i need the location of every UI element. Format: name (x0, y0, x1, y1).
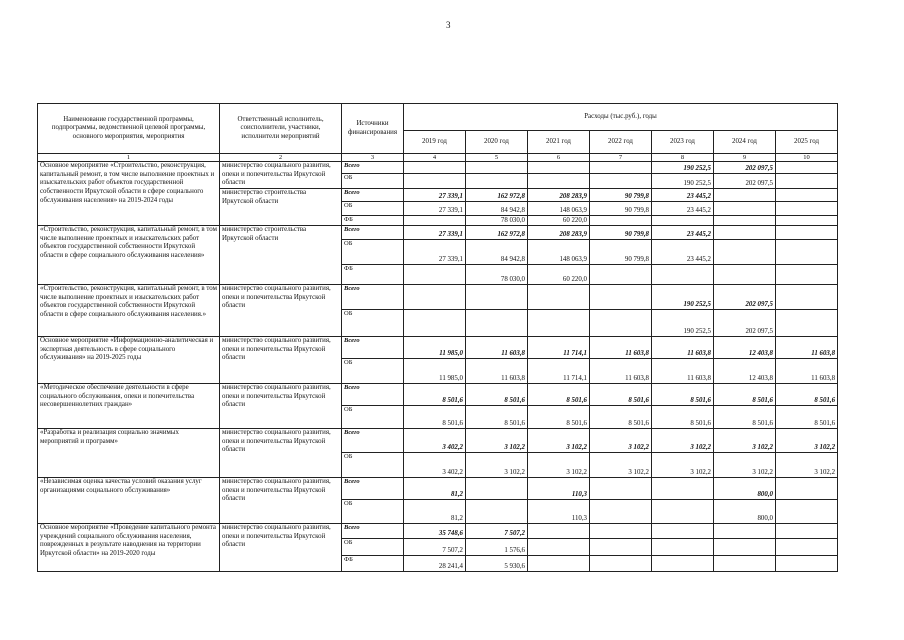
value-cell: 110,3 (528, 478, 590, 500)
program-name-cell: «Методическое обеспечение деятельности в сфере социального обслуживания, опеки и попечительства несовершеннолетних граждан» (38, 384, 220, 429)
value-cell: 8 501,6 (776, 384, 838, 406)
value-cell: 90 799,8 (590, 226, 652, 240)
value-cell: 3 102,2 (776, 453, 838, 478)
executor-cell: министерство социального развития, опеки и попечительства Иркутской области (220, 285, 342, 337)
source-cell: ОБ (342, 359, 404, 384)
value-cell (776, 202, 838, 216)
source-cell: Всего (342, 478, 404, 500)
value-cell (404, 174, 466, 189)
value-cell (776, 216, 838, 226)
value-cell: 28 241,4 (404, 556, 466, 572)
value-cell (466, 174, 528, 189)
value-cell: 60 220,0 (528, 216, 590, 226)
value-cell: 8 501,6 (652, 406, 714, 429)
value-cell: 3 102,2 (652, 453, 714, 478)
value-cell: 8 501,6 (404, 384, 466, 406)
value-cell: 3 102,2 (776, 429, 838, 453)
value-cell: 3 102,2 (714, 453, 776, 478)
source-cell: ОБ (342, 453, 404, 478)
value-cell: 148 063,9 (528, 240, 590, 265)
value-cell: 27 339,1 (404, 226, 466, 240)
value-cell (714, 226, 776, 240)
value-cell: 190 252,5 (652, 310, 714, 337)
source-cell: Всего (342, 524, 404, 539)
program-name-cell: Основное мероприятие «Проведение капитального ремонта учреждений социального обслуживания населения, поврежденных в результате наводнения на территории Иркутской области» на 2019-2020 годы (38, 524, 220, 572)
value-cell: 23 445,2 (652, 240, 714, 265)
program-name-cell: Основное мероприятие «Информационно-аналитическая и экспертная деятельность в сфере социального обслуживания» на 2019-2025 годы (38, 337, 220, 384)
value-cell: 11 603,8 (652, 359, 714, 384)
value-cell (590, 162, 652, 174)
value-cell (528, 556, 590, 572)
value-cell (466, 162, 528, 174)
value-cell: 35 748,6 (404, 524, 466, 539)
value-cell (776, 240, 838, 265)
value-cell: 8 501,6 (590, 406, 652, 429)
source-cell: Всего (342, 429, 404, 453)
source-cell: Всего (342, 285, 404, 310)
value-cell (652, 556, 714, 572)
expenses-table (37, 103, 838, 572)
value-cell: 11 603,8 (590, 337, 652, 359)
value-cell: 90 799,8 (590, 189, 652, 202)
value-cell: 202 097,5 (714, 310, 776, 337)
value-cell (652, 500, 714, 524)
value-cell (404, 265, 466, 285)
column-index: 2 (220, 154, 342, 162)
value-cell (528, 310, 590, 337)
value-cell (528, 174, 590, 189)
value-cell (776, 162, 838, 174)
table-row (38, 226, 838, 240)
executor-cell: министерство строительства Иркутской области (220, 189, 342, 226)
value-cell: 12 403,8 (714, 337, 776, 359)
value-cell: 8 501,6 (528, 384, 590, 406)
header-executor: Ответственный исполнитель, соисполнители, участники, исполнители мероприятий (220, 104, 342, 154)
value-cell (590, 556, 652, 572)
column-index: 8 (652, 154, 714, 162)
value-cell (528, 162, 590, 174)
value-cell: 90 799,8 (590, 202, 652, 216)
value-cell: 162 972,8 (466, 189, 528, 202)
value-cell: 8 501,6 (528, 406, 590, 429)
value-cell: 148 063,9 (528, 202, 590, 216)
value-cell: 8 501,6 (404, 406, 466, 429)
value-cell (776, 174, 838, 189)
value-cell: 27 339,1 (404, 202, 466, 216)
value-cell (776, 189, 838, 202)
program-name-cell: «Разработка и реализация социально значимых мероприятий и программ» (38, 429, 220, 478)
value-cell: 8 501,6 (466, 384, 528, 406)
value-cell: 7 507,2 (466, 524, 528, 539)
value-cell (776, 478, 838, 500)
value-cell (776, 226, 838, 240)
source-cell: ФБ (342, 556, 404, 572)
value-cell: 800,0 (714, 478, 776, 500)
source-cell: Всего (342, 162, 404, 174)
header-year: 2021 год (528, 131, 590, 154)
value-cell: 27 339,1 (404, 189, 466, 202)
value-cell: 11 603,8 (776, 359, 838, 384)
value-cell: 60 220,0 (528, 265, 590, 285)
value-cell: 81,2 (404, 478, 466, 500)
value-cell: 202 097,5 (714, 174, 776, 189)
source-cell: ОБ (342, 500, 404, 524)
value-cell (590, 285, 652, 310)
value-cell: 8 501,6 (590, 384, 652, 406)
value-cell (714, 202, 776, 216)
column-index: 9 (714, 154, 776, 162)
value-cell: 3 102,2 (466, 453, 528, 478)
value-cell: 11 603,8 (776, 337, 838, 359)
source-cell: ОБ (342, 406, 404, 429)
source-cell: Всего (342, 384, 404, 406)
header-year: 2025 год (776, 131, 838, 154)
value-cell (528, 285, 590, 310)
value-cell: 162 972,8 (466, 226, 528, 240)
value-cell: 3 102,2 (590, 453, 652, 478)
source-cell: Всего (342, 226, 404, 240)
value-cell: 8 501,6 (714, 406, 776, 429)
header-year: 2023 год (652, 131, 714, 154)
value-cell (652, 524, 714, 539)
value-cell (714, 524, 776, 539)
value-cell (652, 539, 714, 556)
value-cell (590, 216, 652, 226)
table-row (38, 429, 838, 453)
header-year: 2020 год (466, 131, 528, 154)
value-cell: 11 985,0 (404, 337, 466, 359)
value-cell (590, 478, 652, 500)
column-index: 1 (38, 154, 220, 162)
source-cell: ФБ (342, 216, 404, 226)
value-cell: 202 097,5 (714, 285, 776, 310)
value-cell: 3 402,2 (404, 429, 466, 453)
value-cell: 8 501,6 (776, 406, 838, 429)
executor-cell: министерство строительства Иркутской области (220, 226, 342, 285)
value-cell (714, 189, 776, 202)
value-cell (466, 310, 528, 337)
value-cell: 27 339,1 (404, 240, 466, 265)
value-cell (652, 478, 714, 500)
value-cell (466, 478, 528, 500)
source-cell: Всего (342, 189, 404, 202)
value-cell (590, 539, 652, 556)
value-cell: 78 030,0 (466, 265, 528, 285)
table-row (38, 478, 838, 500)
value-cell: 3 102,2 (590, 429, 652, 453)
value-cell: 208 283,9 (528, 226, 590, 240)
value-cell: 7 507,2 (404, 539, 466, 556)
column-index: 10 (776, 154, 838, 162)
column-index: 4 (404, 154, 466, 162)
value-cell: 3 102,2 (652, 429, 714, 453)
value-cell (714, 539, 776, 556)
value-cell (776, 539, 838, 556)
table-body (38, 162, 838, 572)
value-cell: 208 283,9 (528, 189, 590, 202)
value-cell: 202 097,5 (714, 162, 776, 174)
program-name-cell: «Строительство, реконструкция, капитальный ремонт, в том числе выполнение проектных и изыскательских работ объектов государственной собственности Иркутской области в сфере социального обслуживания населения.» (38, 285, 220, 337)
value-cell (714, 556, 776, 572)
value-cell (466, 285, 528, 310)
value-cell: 11 714,1 (528, 337, 590, 359)
value-cell (776, 524, 838, 539)
value-cell (404, 310, 466, 337)
executor-cell: министерство социального развития, опеки и попечительства Иркутской области (220, 429, 342, 478)
page-number: 3 (446, 20, 451, 30)
value-cell (590, 174, 652, 189)
value-cell: 190 252,5 (652, 162, 714, 174)
value-cell (714, 240, 776, 265)
header-sources: Источники финансирования (342, 104, 404, 154)
value-cell: 3 102,2 (528, 429, 590, 453)
value-cell: 110,3 (528, 500, 590, 524)
value-cell: 11 603,8 (652, 337, 714, 359)
value-cell: 23 445,2 (652, 202, 714, 216)
column-index: 5 (466, 154, 528, 162)
source-cell: ОБ (342, 539, 404, 556)
program-name-cell: «Независимая оценка качества условий оказания услуг организациями социального обслуживания» (38, 478, 220, 524)
value-cell: 8 501,6 (652, 384, 714, 406)
value-cell (776, 265, 838, 285)
source-cell: ОБ (342, 240, 404, 265)
table-row (38, 162, 838, 174)
value-cell: 12 403,8 (714, 359, 776, 384)
column-index: 6 (528, 154, 590, 162)
value-cell: 81,2 (404, 500, 466, 524)
value-cell (404, 285, 466, 310)
table-row (38, 384, 838, 406)
source-cell: ОБ (342, 174, 404, 189)
value-cell: 190 252,5 (652, 285, 714, 310)
value-cell (590, 310, 652, 337)
header-year: 2024 год (714, 131, 776, 154)
executor-cell: министерство социального развития, опеки и попечительства Иркутской области (220, 524, 342, 572)
value-cell: 11 603,8 (466, 337, 528, 359)
value-cell (590, 524, 652, 539)
program-name-cell: «Строительство, реконструкция, капитальный ремонт, в том числе выполнение проектных и изыскательских работ объектов государственной собственности Иркутской области в сфере социального обслуживания населения» (38, 226, 220, 285)
value-cell (528, 524, 590, 539)
table-row (38, 337, 838, 359)
value-cell: 84 942,8 (466, 240, 528, 265)
executor-cell: министерство социального развития, опеки и попечительства Иркутской области (220, 162, 342, 189)
value-cell (652, 216, 714, 226)
column-index: 7 (590, 154, 652, 162)
value-cell: 1 576,6 (466, 539, 528, 556)
value-cell (466, 500, 528, 524)
executor-cell: министерство социального развития, опеки и попечительства Иркутской области (220, 337, 342, 384)
value-cell (590, 265, 652, 285)
table-row (38, 285, 838, 310)
value-cell (776, 500, 838, 524)
value-cell: 800,0 (714, 500, 776, 524)
program-name-cell: Основное мероприятие «Строительство, реконструкция, капитальный ремонт, в том числе выполнение проектных и изыскательских работ объектов государственной собственности Иркутской области в сфере социального обслуживания населения» на 2019-2024 годы (38, 162, 220, 226)
table-row (38, 524, 838, 539)
value-cell: 5 930,6 (466, 556, 528, 572)
executor-cell: министерство социального развития, опеки и попечительства Иркутской области (220, 478, 342, 524)
value-cell: 11 603,8 (590, 359, 652, 384)
value-cell: 11 714,1 (528, 359, 590, 384)
value-cell: 3 402,2 (404, 453, 466, 478)
source-cell: ОБ (342, 202, 404, 216)
value-cell: 11 985,0 (404, 359, 466, 384)
value-cell (404, 216, 466, 226)
header-program: Наименование государственной программы, подпрограммы, ведомственной целевой программы, основного мероприятия, мероприятия (38, 104, 220, 154)
source-cell: ФБ (342, 265, 404, 285)
executor-cell: министерство социального развития, опеки и попечительства Иркутской области (220, 384, 342, 429)
value-cell (714, 265, 776, 285)
value-cell (652, 265, 714, 285)
value-cell: 190 252,5 (652, 174, 714, 189)
source-cell: ОБ (342, 310, 404, 337)
value-cell (776, 285, 838, 310)
value-cell (528, 539, 590, 556)
value-cell (714, 216, 776, 226)
header-year: 2019 год (404, 131, 466, 154)
value-cell: 11 603,8 (466, 359, 528, 384)
value-cell: 23 445,2 (652, 226, 714, 240)
value-cell (776, 310, 838, 337)
value-cell: 3 102,2 (528, 453, 590, 478)
value-cell: 8 501,6 (714, 384, 776, 406)
value-cell (590, 500, 652, 524)
value-cell: 23 445,2 (652, 189, 714, 202)
header-expenses: Расходы (тыс.руб.), годы (404, 104, 838, 131)
value-cell: 3 102,2 (466, 429, 528, 453)
value-cell (776, 556, 838, 572)
value-cell: 8 501,6 (466, 406, 528, 429)
column-index: 3 (342, 154, 404, 162)
value-cell (404, 162, 466, 174)
header-year: 2022 год (590, 131, 652, 154)
value-cell: 3 102,2 (714, 429, 776, 453)
value-cell: 84 942,8 (466, 202, 528, 216)
source-cell: Всего (342, 337, 404, 359)
value-cell: 90 799,8 (590, 240, 652, 265)
value-cell: 78 030,0 (466, 216, 528, 226)
